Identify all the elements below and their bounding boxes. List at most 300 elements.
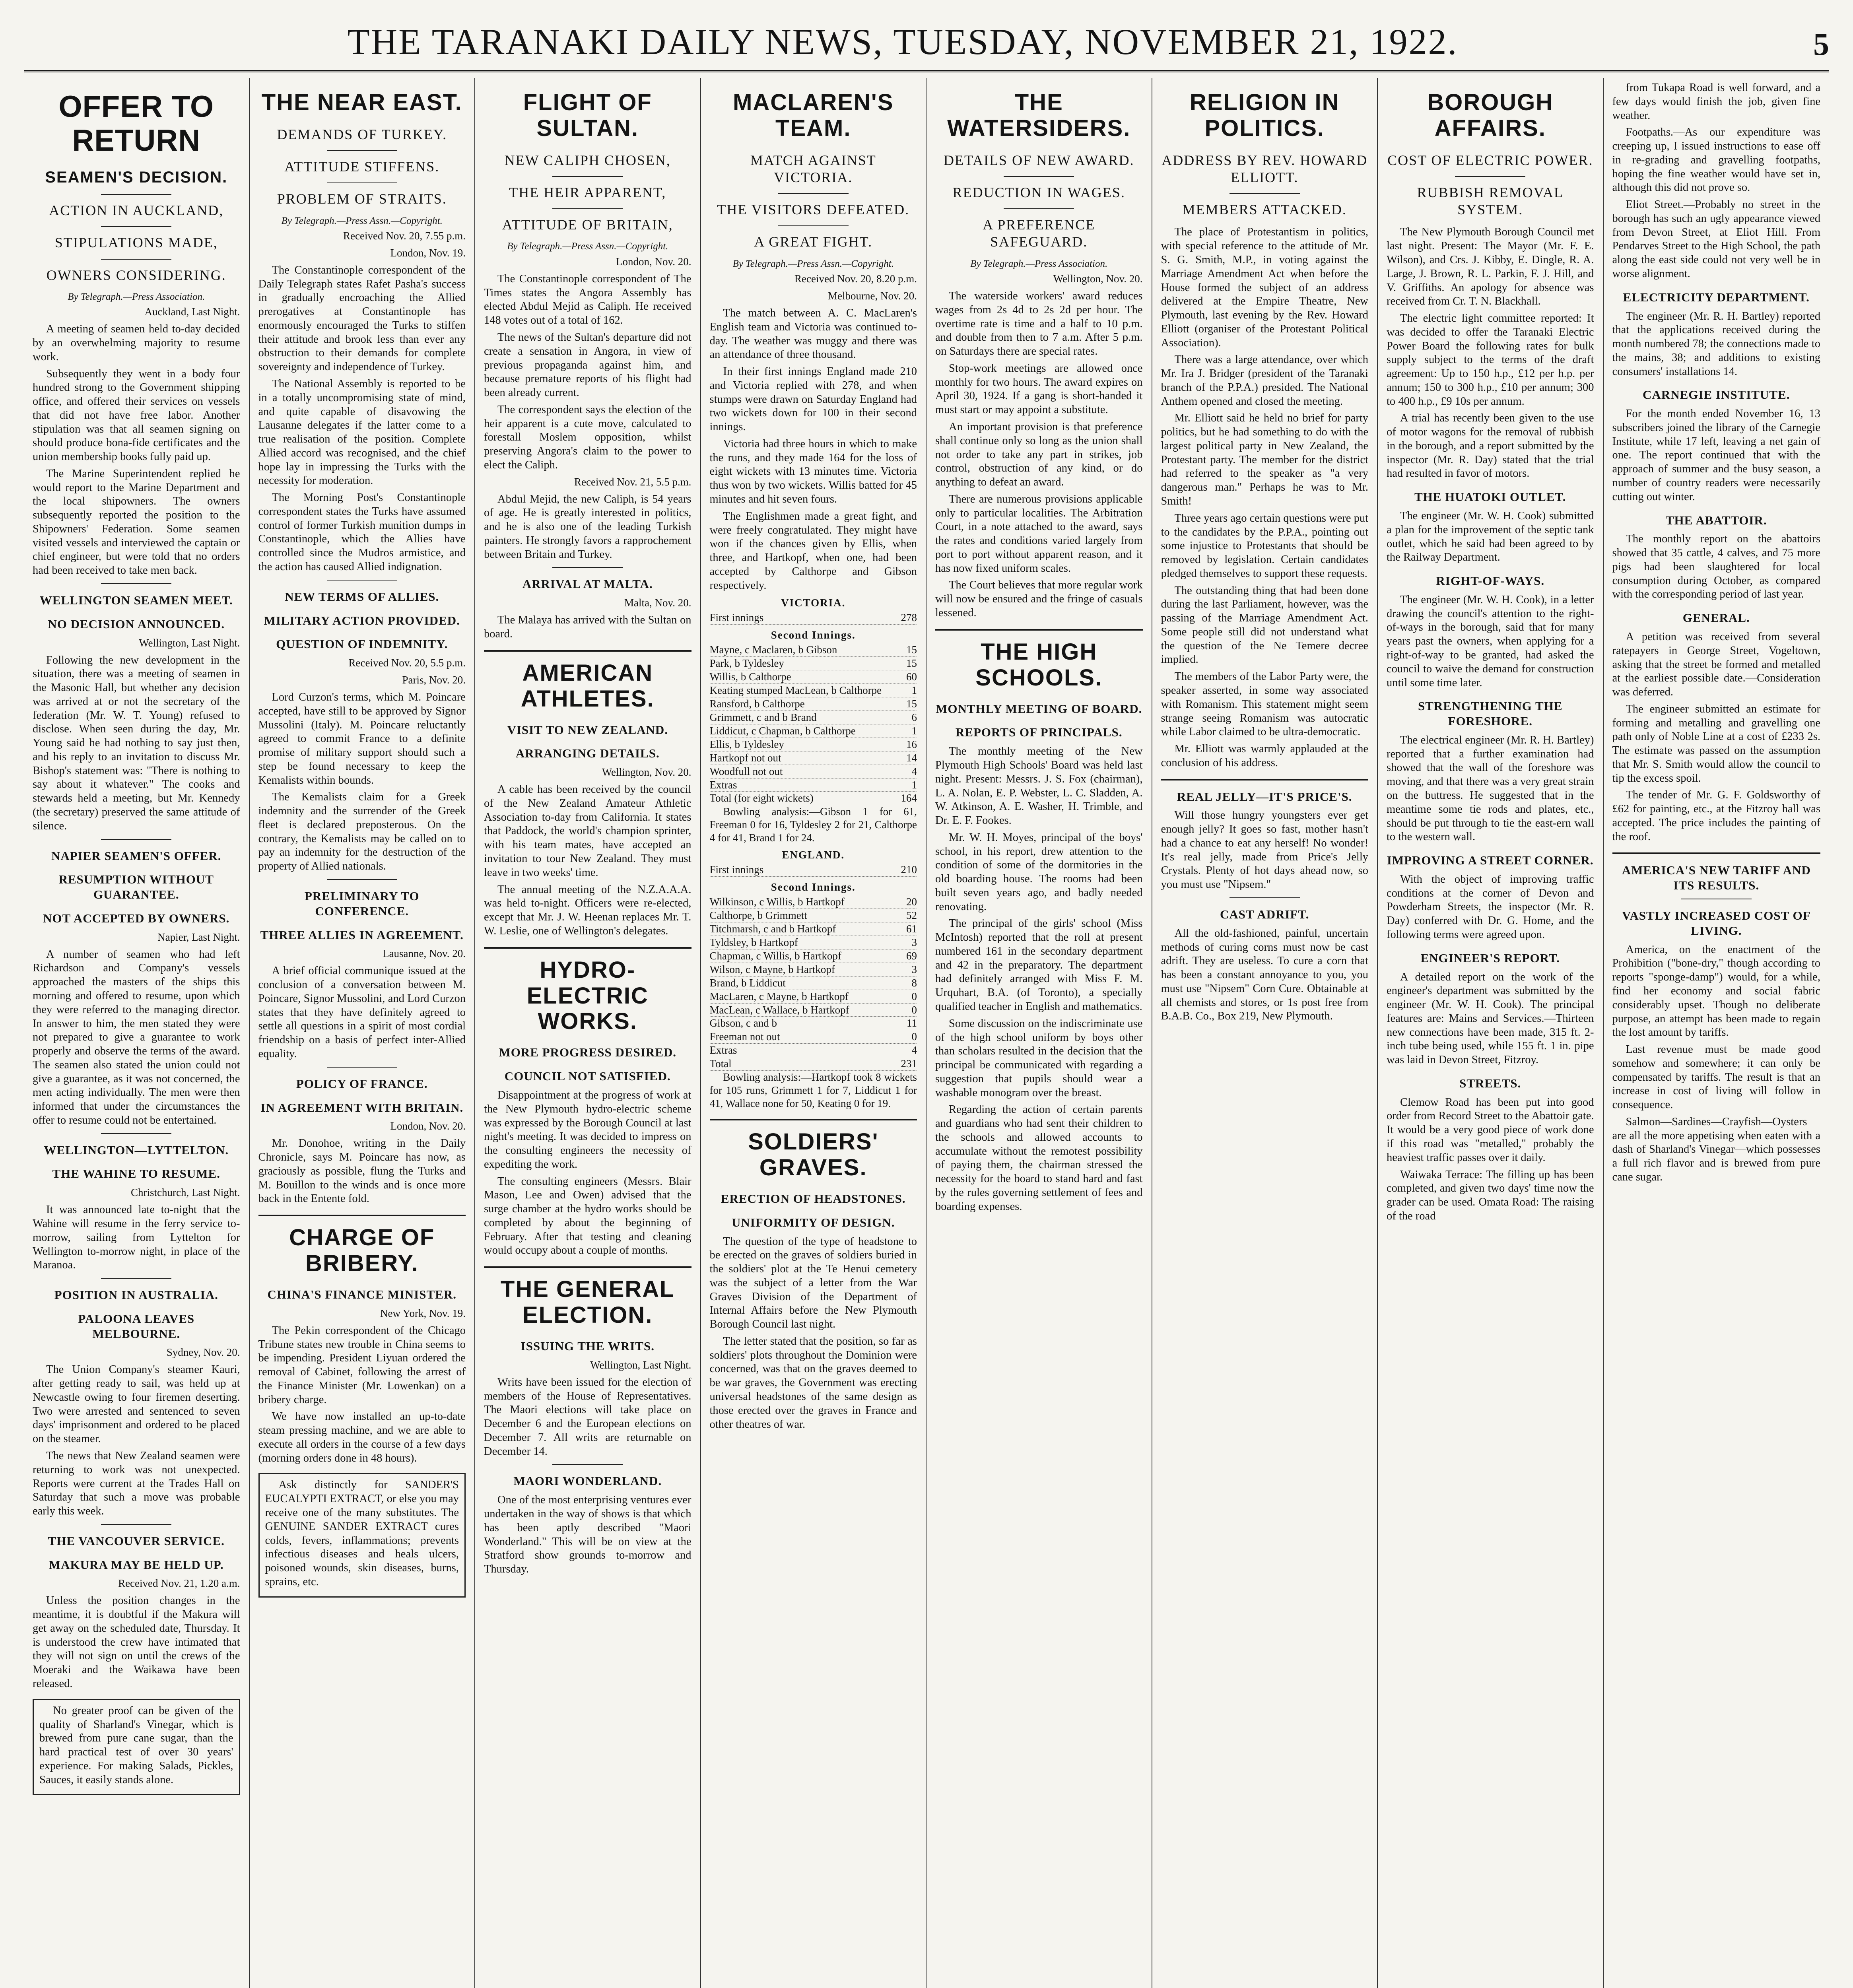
column-8 <box>1604 78 1830 1988</box>
paragraph: We have now installed an up-to-date steam pressing machine, and we are able to execute all orders in the course of a few days (morning orders done in 48 hours). <box>258 1410 466 1464</box>
divider <box>484 650 691 652</box>
first-innings-row: First innings 210 <box>710 863 917 877</box>
headline: AMERICA'S NEW TARIFF AND ITS RESULTS. <box>1622 863 1811 893</box>
paragraph: Victoria had three hours in which to make the runs, and they made 164 for the loss of eight wickets with 13 minutes time. Victoria thus won by two wickets. Willis batted for 45 minutes and hit seven fours. <box>709 437 917 505</box>
subhead: IMPROVING A STREET CORNER. <box>1387 853 1594 868</box>
subhead: NEW TERMS OF ALLIES. <box>285 589 439 604</box>
score-row <box>710 711 917 724</box>
paragraph: A cable has been received by the council of the New Zealand Amateur Athletic Association to-day from California. It states that Paddock, the world's champion sprinter, with his team mates, have accepted an invitation to tour New Zealand. They must leave in two weeks' time. <box>484 783 691 879</box>
subhead: THE WAHINE TO RESUME. <box>52 1167 220 1181</box>
runs: 60 <box>906 671 917 683</box>
paragraph: Waiwaka Terrace: The filling up has been completed, and given two days' time now the grader can be used. Omata Road: The raising of the road <box>1387 1168 1594 1222</box>
score-row <box>710 684 917 697</box>
paragraph: There are numerous provisions applicable only to particular localities. The Arbitration Court, in a note attached to the award, says the rates and conditions varied largely from port to port without apparent reason, and it has now fixed uniform scales. <box>935 493 1143 575</box>
subhead: QUESTION OF INDEMNITY. <box>276 637 448 651</box>
paragraph: The question of the type of headstone to be erected on the graves of soldiers buried in the soldiers' plot at the Te Henui cemetery was the subject of a letter from the War Graves Division of the Department of Internal Affairs before the New Plymouth Borough Council last night. <box>709 1235 917 1331</box>
subhead: GENERAL. <box>1682 611 1750 625</box>
headline: AMERICAN ATHLETES. <box>521 660 655 712</box>
subhead: MILITARY ACTION PROVIDED. <box>264 613 460 627</box>
headline: OFFER TO RETURN <box>58 90 214 158</box>
batsman: Willis, b Calthorpe <box>709 671 791 683</box>
paragraph: Writs have been issued for the election of members of the House of Representatives. The Maori elections will take place on December 6 and the European elections on December 7. All writs are returnable on December 14. <box>484 1376 691 1458</box>
byline: By Telegraph.—Press Association. <box>68 291 205 302</box>
paragraph: The waterside workers' award reduces wages from 2s 4d to 2s 2d per hour. The overtime rate is time and a half to 10 p.m. and double from then to 7 a.m. After 5 p.m. on Saturdays there are special rates. <box>935 290 1143 358</box>
score-row <box>710 1017 917 1030</box>
paragraph: Disappointment at the progress of work at the New Plymouth hydro-electric scheme was expressed by the Borough Council at last night's meeting. It was decided to impress on the consulting engineers the necessity of expediting the work. <box>484 1089 691 1171</box>
paragraph: from Tukapa Road is well forward, and a few days would finish the job, given fine weather. <box>1612 82 1820 122</box>
runs: 1 <box>911 684 917 696</box>
deck: ATTITUDE STIFFENS. <box>284 159 440 175</box>
subhead: PALOONA LEAVES MELBOURNE. <box>78 1311 195 1341</box>
subhead: ERECTION OF HEADSTONES. <box>721 1191 906 1206</box>
paragraph: Last revenue must be made good somehow and somewhere; it can only be compensated by tariffs. The result is that an increase in cost of living will follow in consequence. <box>1612 1043 1820 1111</box>
score-row <box>710 922 917 936</box>
paragraph: Regarding the action of certain parents and guardians who had sent their children to the schools and allowed accounts to accumulate without the remotest possibility of paying them, the chairman stressed the necessity for the board to stand hard and fast by the rules governing settlement of fees and boarding expenses. <box>935 1103 1143 1213</box>
paragraph: The New Plymouth Borough Council met last night. Present: The Mayor (Mr. F. E. Wilson), and Crs. J. Kibby, E. Dingle, R. A. Large, J. Brown, R. L. Parkin, F. J. Hill, and V. Griffiths. An apology for absence was received from Cr. T. N. Blackhall. <box>1387 226 1594 308</box>
runs: 14 <box>906 751 917 764</box>
deck: STIPULATIONS MADE, <box>54 235 218 251</box>
subhead: POLICY OF FRANCE. <box>296 1076 428 1091</box>
runs: 0 <box>911 1031 917 1043</box>
subhead: CAST ADRIFT. <box>1220 907 1309 921</box>
score-row <box>710 751 917 765</box>
paragraph: The match between A. C. MacLaren's English team and Victoria was continued to-day. The weather was muggy and there was an attendance of three thousand. <box>709 307 917 361</box>
paragraph: Eliot Street.—Probably no street in the borough has such an ugly appearance viewed from Devon Street, at Eliot Hill. From Pendarves Street to the High School, the path along the east side could not very well be in worse alignment. <box>1612 198 1820 280</box>
score-row <box>710 765 917 779</box>
score-row <box>710 779 917 792</box>
divider <box>484 1266 691 1268</box>
subhead: RESUMPTION WITHOUT GUARANTEE. <box>58 872 214 902</box>
dateline: Napier, Last Night. <box>157 931 240 943</box>
score-row <box>710 1044 917 1057</box>
subhead: ARRANGING DETAILS. <box>515 746 660 761</box>
batsman: Woodfull not out <box>709 765 783 777</box>
batsman: Ellis, b Tyldesley <box>709 738 784 750</box>
score-row <box>710 724 917 738</box>
dateline: Christchurch, Last Night. <box>131 1186 240 1199</box>
deck: A GREAT FIGHT. <box>754 234 873 250</box>
divider <box>1455 176 1525 177</box>
subhead: MAKURA MAY BE HELD UP. <box>49 1557 224 1572</box>
subhead: POSITION IN AUSTRALIA. <box>54 1288 218 1302</box>
paragraph: The electrical engineer (Mr. R. H. Bartley) reported that a further examination had showed that the wall of the foreshore was moving, and that there was a very great strain on the buttress. He suggested that in the meantime some tie rods and plates, etc., should be put through to tie the east-ern wall to the western wall. <box>1387 734 1594 843</box>
subhead: COUNCIL NOT SATISFIED. <box>504 1069 671 1083</box>
headline: THE NEAR EAST. <box>261 89 462 115</box>
dateline: Wellington, Nov. 20. <box>602 766 691 779</box>
headline: FLIGHT OF SULTAN. <box>523 89 652 141</box>
subhead: THE ABATTOIR. <box>1665 513 1767 527</box>
runs: 11 <box>907 1017 917 1029</box>
paragraph: A trial has recently been given to the use of motor wagons for the removal of rubbish in the borough, and a report submitted by the inspector (Mr. R. Day) stated that the trial had resulted in favor of motors. <box>1387 412 1594 480</box>
page-number: 5 <box>1813 27 1829 62</box>
deck: MATCH AGAINST VICTORIA. <box>750 152 876 186</box>
score-row <box>710 657 917 670</box>
score-row <box>710 1004 917 1017</box>
dateline: Received Nov. 21, 5.5 p.m. <box>574 476 691 488</box>
dateline: New York, Nov. 19. <box>380 1307 466 1319</box>
dateline: Sydney, Nov. 20. <box>166 1346 240 1359</box>
paragraph: The news of the Sultan's departure did not create a sensation in Angora, in view of previous propaganda against him, and because premature reports of his flight had been already current. <box>484 331 691 399</box>
byline: By Telegraph.—Press Assn.—Copyright. <box>507 241 668 252</box>
subhead: REPORTS OF PRINCIPALS. <box>955 725 1123 740</box>
paragraph: One of the most enterprising ventures ever undertaken in the way of shows is that which has been aptly described "Maori Wonderland." This will be on view at the Stratford show grounds to-morrow and Thursday. <box>484 1494 691 1576</box>
divider <box>327 879 397 880</box>
paragraph: Salmon—Sardines—Crayfish—Oysters are all the more appetising when eaten with a dash of Sharland's Vinegar—which possesses a full rich flavor and is brewed from pure cane sugar. <box>1612 1115 1820 1183</box>
batsman: Titchmarsh, c and b Hartkopf <box>709 922 836 935</box>
paragraph: The letter stated that the position, so far as soldiers' plots throughout the Dominion were concerned, was that on the graves deemed to be war graves, the Government was erecting universal headstones of the same design as those erected over the graves in France and other theatres of war. <box>709 1335 917 1431</box>
paragraph: Clemow Road has been put into good order from Record Street to the Abattoir gate. It would be a very good piece of work done if this road was "metalled," probably the heaviest traffic passes over it daily. <box>1387 1096 1594 1164</box>
divider <box>710 1119 917 1120</box>
subhead: STRENGTHENING THE FORESHORE. <box>1418 699 1563 728</box>
score-row <box>710 1030 917 1044</box>
paragraph: Some discussion on the indiscriminate use of the high school uniform by boys other than scholars resulted in the decision that the principal be communicated with regarding a suggestion that pupils should wear a washable monogram over the breast. <box>935 1017 1143 1099</box>
paragraph: Mr. W. H. Moyes, principal of the boys' school, in his report, drew attention to the condition of some of the dormitories in the old boarding house. The rooms had been built seven years ago, and badly needed renovating. <box>935 831 1143 913</box>
ad-text: No greater proof can be given of the quality of Sharland's Vinegar, which is brewed from pure cane sugar, than the hard practical test of over 30 years' experience. For making Salads, Pickles, Sauces, it easily stands alone. <box>39 1704 233 1786</box>
subhead: REAL JELLY—IT'S PRICE'S. <box>1177 789 1352 804</box>
divider <box>552 176 623 177</box>
runs: 0 <box>911 990 917 1002</box>
column-5 <box>926 78 1152 1988</box>
divider <box>1004 176 1074 177</box>
score-row <box>710 949 917 963</box>
divider <box>101 226 171 227</box>
subhead: IN AGREEMENT WITH BRITAIN. <box>260 1100 464 1114</box>
batsman: Wilson, c Mayne, b Hartkopf <box>709 963 835 975</box>
paragraph: A petition was received from several ratepayers in George Street, Vogeltown, asking that the street be formed and metalled at the earliest possible date.—Consideration was deferred. <box>1612 630 1820 699</box>
paragraph: The news that New Zealand seamen were returning to work was not unexpected. Reports were current at the Trades Hall on Saturday that such a move was probable early this week. <box>33 1450 240 1518</box>
batsman: Wilkinson, c Willis, b Hartkopf <box>709 896 845 908</box>
paragraph: The Constantinople correspondent of the Daily Telegraph states Rafet Pasha's success in gradually encroaching the Allied prerogatives at Constantinople has enormously encouraged the Turks to stiffen their attitude and brook less than ever any obstruction to their demands for complete sovereignty and independence of Turkey. <box>258 264 466 373</box>
paragraph: The engineer submitted an estimate for forming and metalling and gravelling one path only of Noble Line at a cost of £233 2s. The estimate was passed on the assumption that Mr. S. Smith would allow the council to tip the excess spoil. <box>1612 703 1820 784</box>
divider <box>101 583 171 584</box>
paragraph: The monthly report on the abattoirs showed that 35 cattle, 4 calves, and 75 more pigs had been slaughtered for local consumption during October, as compared with the corresponding period of last year. <box>1612 533 1820 601</box>
paragraph: The Englishmen made a great fight, and were freely congratulated. They might have won if the chances given by Ellis, when three, and Hartkopf, when one, had been accepted by Calthorpe and Gibson respectively. <box>709 510 917 592</box>
paragraph: The engineer (Mr. W. H. Cook), in a letter drawing the council's attention to the right-of-ways in the borough, said that for many years past the owners, when applying for a right-of-way to be granted, had asked the council to waive the demand for construction until some time later. <box>1387 593 1594 689</box>
headline: MACLAREN'S TEAM. <box>733 89 894 141</box>
dateline: Received Nov. 20, 7.55 p.m. <box>343 230 466 242</box>
subhead: VASTLY INCREASED COST OF LIVING. <box>1622 909 1811 938</box>
paragraph: It was announced late to-night that the Wahine will resume in the ferry service to-morrow, sailing from Lyttelton for Wellington to-morrow night, in place of the Maranoa. <box>33 1204 240 1272</box>
column-1 <box>24 78 250 1988</box>
batting-rows <box>710 643 917 792</box>
score-row <box>710 963 917 977</box>
subhead: ENGINEER'S REPORT. <box>1420 951 1560 965</box>
byline: By Telegraph.—Press Assn.—Copyright. <box>732 258 894 269</box>
batsman: MacLaren, c Mayne, b Hartkopf <box>709 990 849 1002</box>
paragraph: The tender of Mr. G. F. Goldsworthy of £62 for painting, etc., at the Fitzroy hall was accepted. The price includes the painting of the roof. <box>1612 789 1820 843</box>
column-7 <box>1378 78 1604 1988</box>
subhead: ISSUING THE WRITS. <box>521 1339 655 1353</box>
paragraph: The place of Protestantism in politics, with special reference to the attitude of Mr. S. G. Smith, M.P., in voting against the Marriage Amendment Act when before the House formed the subject of an address delivered at the Empire Theatre, New Plymouth, last evening by the Rev. Howard Elliott (organiser of the Protestant Political Association). <box>1161 226 1368 349</box>
paragraph: The Morning Post's Constantinople correspondent states the Turks have assumed control of former Turkish munition dumps in Constantinople, which the Allies have controlled since the Mudros armistice, and the action has caused Allied indignation. <box>258 491 466 573</box>
runs: 4 <box>911 765 917 777</box>
divider <box>778 225 849 226</box>
paragraph: Subsequently they went in a body four hundred strong to the Government shipping office, and offered their services on vessels that did not have free labor. Another stipulation was that all seamen signing on should produce bona-fide certificates and the union membership books fully paid up. <box>33 367 240 463</box>
paragraph: The members of the Labor Party were, the speaker asserted, in some way associated with Romanism. This statement might seem strange seeing Romanism was autocratic while Labor claimed to be ultra-democratic. <box>1161 670 1368 738</box>
deck: DEMANDS OF TURKEY. <box>277 126 447 142</box>
dateline: Received Nov. 20, 8.20 p.m. <box>794 273 917 285</box>
subhead: UNIFORMITY OF DESIGN. <box>731 1215 895 1229</box>
score-row <box>710 697 917 711</box>
batsman: Extras <box>709 1044 737 1056</box>
dateline: Wellington, Nov. 20. <box>1053 273 1143 285</box>
subhead: PRELIMINARY TO CONFERENCE. <box>304 889 420 918</box>
paragraph: Lord Curzon's terms, which M. Poincare accepted, have still to be approved by Signor Mussolini (Italy). M. Poincare reluctantly agreed to commit France to a definite promise of military support should such a step be found necessary to keep the Kemalists within bounds. <box>258 691 466 786</box>
runs: 52 <box>906 909 917 921</box>
score-row <box>710 977 917 990</box>
column-6 <box>1152 78 1378 1988</box>
column-4 <box>701 78 927 1988</box>
divider <box>101 1524 171 1525</box>
subhead: CHINA'S FINANCE MINISTER. <box>267 1287 456 1302</box>
score-row <box>710 895 917 909</box>
dateline: Malta, Nov. 20. <box>624 597 691 609</box>
deck: THE VISITORS DEFEATED. <box>717 202 910 218</box>
headline: BOROUGH AFFAIRS. <box>1427 89 1554 141</box>
paragraph: With the object of improving traffic conditions at the corner of Devon and Powderham Streets, the inspector (Mr. R. Day) conferred with Dr. G. Home, and the following terms were agreed upon. <box>1387 873 1594 941</box>
deck: THE HEIR APPARENT, <box>509 184 666 201</box>
paragraph: In their first innings England made 210 and Victoria replied with 278, and when stumps were drawn on Saturday England had two wickets down for 100 in their second innings. <box>709 365 917 433</box>
divider <box>101 839 171 840</box>
batsman: Extras <box>709 779 737 791</box>
batsman: Brand, b Liddicut <box>709 977 786 989</box>
divider <box>935 629 1143 631</box>
paragraph: Following the new development in the situation, there was a meeting of seamen in the Masonic Hall, but whether any decision was arrived at or not the secretary of the federation (Mr. W. T. Young) refused to disclose. When seen during the day, Mr. Young said he had nothing to say just then, and his reply to an invitation to discuss Mr. Bishop's statement was: "There is nothing to say about it whatever." The cooks and stewards held a meeting, but Mr. Kennedy (the secretary) preserved the same attitude of silence. <box>33 654 240 832</box>
runs: 3 <box>911 936 917 948</box>
score-row <box>710 643 917 657</box>
batsman: Grimmett, c and b Brand <box>709 711 817 723</box>
deck: REDUCTION IN WAGES. <box>952 184 1125 201</box>
divider <box>101 259 171 260</box>
paragraph: The Kemalists claim for a Greek indemnity and the surrender of the Greek fleet is declared preposterous. On the contrary, the Kemalists may be called on to pay an indemnity for the destruction of the property of Allied nationals. <box>258 791 466 873</box>
paragraph: Stop-work meetings are allowed once monthly for two hours. The award expires on April 30, 1924. If a gang is short-handed it must start or may appoint a substitute. <box>935 362 1143 416</box>
divider <box>552 1464 623 1465</box>
divider <box>1004 208 1074 209</box>
runs: 1 <box>911 779 917 791</box>
dateline: Lausanne, Nov. 20. <box>383 947 466 960</box>
batsman: Keating stumped MacLean, b Calthorpe <box>709 684 882 696</box>
paragraph: America, on the enactment of the Prohibition ("bone-dry," though according to reports "sponge-damp") would, for a while, find her economy and social fabric considerably upset. Though no deliberate purpose, an attempt has been made to regain the lost amount by tariffs. <box>1612 943 1820 1039</box>
subhead: WELLINGTON SEAMEN MEET. <box>39 593 233 607</box>
paragraph: The electric light committee reported: It was decided to offer the Taranaki Electric Power Board the following rates for bulk supply subject to the terms of the draft agreement: Up to 150 h.p., £12 per h.p. per annum; 150 to 300 h.p., £10 per annum; 300 to 400 h.p., £9 10s per annum. <box>1387 312 1594 408</box>
paragraph: Mr. Elliott said he held no brief for party politics, but he had something to do with the largest political party in New Zealand, the Protestant party. The member for the district had referred to the speaker as "a very dangerous man." Perhaps he was to Mr. Smith! <box>1161 412 1368 508</box>
paragraph: The National Assembly is reported to be in a totally uncompromising state of mind, and quite capable of disavowing the Lausanne delegates if the latter come to a true realisation of the position. Complete Allied accord was recognised, and the chief hope lay in impressing the Turks with the necessity for moderation. <box>258 378 466 487</box>
paragraph: Mr. Elliott was warmly applauded at the conclusion of his address. <box>1161 743 1368 769</box>
masthead-title: THE TARANAKI DAILY NEWS, TUESDAY, NOVEMBER 21, 1922. <box>347 21 1458 62</box>
runs: 15 <box>906 697 917 710</box>
deck: ADDRESS BY REV. HOWARD ELLIOTT. <box>1162 152 1368 186</box>
runs: 3 <box>911 963 917 975</box>
headline: SOLDIERS' GRAVES. <box>748 1129 879 1180</box>
divider <box>552 208 623 209</box>
divider <box>327 150 397 151</box>
paragraph: The correspondent says the election of the heir apparent is a cute move, calculated to forestall Moslem opposition, whilst preserving Angora's claim to the power to elect the Caliph. <box>484 403 691 471</box>
dateline: Melbourne, Nov. 20. <box>828 290 917 302</box>
paragraph: A detailed report on the work of the engineer's department was submitted by the engineer (Mr. W. H. Cook). The principal features are: Mains and Services.—Thirteen new connections have been made, 315 ft. 2-inch tube being used, while 155 ft. 1 in. pipe was laid in Devon Street, Fitzroy. <box>1387 971 1594 1066</box>
runs: 16 <box>906 738 917 750</box>
subhead: NAPIER SEAMEN'S OFFER. <box>51 848 221 863</box>
runs: 61 <box>906 922 917 935</box>
paragraph: For the month ended November 16, 13 subscribers joined the library of the Carnegie Institute, while 17 left, leaving a net gain of one. The report continued that with the approach of summer and the busy season, a number of country readers were necessarily cutting out winter. <box>1612 408 1820 503</box>
divider <box>1230 897 1300 898</box>
deck: PROBLEM OF STRAITS. <box>277 191 447 207</box>
paragraph: The annual meeting of the N.Z.A.A.A. was held to-night. Officers were re-elected, except that Mr. J. W. Heenan replaces Mr. T. W. Leslie, one of Wellington's delegates. <box>484 883 691 937</box>
paragraph: Will those hungry youngsters ever get enough jelly? It goes so fast, mother hasn't had a chance to eat any herself! No wonder! It's real jelly, made from Price's Jelly Crystals. Plenty of hot days ahead now, so you must use "Nipsem." <box>1161 809 1368 891</box>
paragraph: A meeting of seamen held to-day decided by an overwhelming majority to resume work. <box>33 323 240 363</box>
divider <box>1161 779 1369 780</box>
divider <box>327 182 397 183</box>
paragraph: The Pekin correspondent of the Chicago Tribune states new trouble in China seems to be impending. President Liyuan ordered the removal of Cabinet, following the arrest of the Finance Minister (Mr. Lowenkan) on a bribery charge. <box>258 1324 466 1406</box>
paragraph: The Constantinople correspondent of The Times states the Angora Assembly has elected Abdul Mejid as Caliph. He received 148 votes out of a total of 162. <box>484 272 691 327</box>
team-name: VICTORIA. <box>781 597 846 609</box>
subhead: THREE ALLIES IN AGREEMENT. <box>260 928 464 942</box>
batsman: Mayne, c Maclaren, b Gibson <box>709 644 837 656</box>
byline: By Telegraph.—Press Association. <box>970 258 1108 269</box>
paragraph: The principal of the girls' school (Miss McIntosh) reported that the roll at present numbered 161 in the secondary department and 42 in the preparatory. The department had definitely arranged with Miss F. M. Urquhart, B.A. (of Toronto), a specially qualified teacher in English and mathematics. <box>935 917 1143 1013</box>
divider <box>778 193 849 194</box>
batsman: Calthorpe, b Grimmett <box>709 909 807 921</box>
bowling-analysis: Bowling analysis:—Gibson 1 for 61, Freeman 0 for 16, Tyldesley 2 for 21, Calthorpe 4 for 41, Brand 1 for 24. <box>709 806 917 844</box>
masthead <box>24 10 1829 72</box>
dateline: London, Nov. 20. <box>390 1120 466 1132</box>
subhead: WELLINGTON—LYTTELTON. <box>44 1143 229 1157</box>
subhead: STREETS. <box>1459 1076 1521 1090</box>
batsman: Hartkopf not out <box>709 751 781 764</box>
paragraph: The engineer (Mr. R. H. Bartley) reported that the applications received during the month numbered 78; the connections made to the mains, 38; and additions to existing consumers' installations 14. <box>1612 310 1820 378</box>
headline: CHARGE OF BRIBERY. <box>289 1225 435 1277</box>
paragraph: The Marine Superintendent replied he would report to the Marine Department and the local shipowners. The owners subsequently reported the position to the Shipowners' Federation. Some seamen visited vessels and interviewed the captain or chief engineer, but were told that no orders had been received to take men back. <box>33 467 240 577</box>
score-row <box>710 738 917 751</box>
headline: THE HIGH SCHOOLS. <box>975 639 1103 691</box>
subhead: NOT ACCEPTED BY OWNERS. <box>43 911 230 925</box>
paragraph: A number of seamen who had left Richardson and Company's vessels approached the masters of the ships this morning and offered to resume, upon which they were referred to the managing director. In answer to him, the men stated they were not prepared to give a guarantee to work properly and observe the terms of the award. The seamen also stated the union could not give a guarantee, as it was not concerned, the men acting individually. The men were then informed that under the circumstances the offer to resume could not be entertained. <box>33 948 240 1126</box>
score-row <box>710 909 917 922</box>
batsman: Tyldsley, b Hartkopf <box>709 936 798 948</box>
runs: 15 <box>906 657 917 670</box>
innings-label: Second Innings. <box>771 629 856 641</box>
deck: RUBBISH REMOVAL SYSTEM. <box>1417 184 1564 218</box>
deck: NEW CALIPH CHOSEN, <box>504 152 671 168</box>
deck: MEMBERS ATTACKED. <box>1182 202 1347 218</box>
total-row: Total 231 <box>710 1057 917 1071</box>
deck: A PREFERENCE SAFEGUARD. <box>983 217 1095 250</box>
team-name: ENGLAND. <box>782 849 845 861</box>
scorecard-england <box>710 848 917 1110</box>
bowling-analysis: Bowling analysis:—Hartkopf took 8 wickets for 105 runs, Grimmett 1 for 7, Liddicut 1 for 41, Wallace none for 50, Keating 0 for 19. <box>709 1071 917 1110</box>
dateline: Auckland, Last Night. <box>144 306 240 318</box>
dateline: London, Nov. 20. <box>616 255 691 268</box>
headline: THE WATERSIDERS. <box>947 89 1131 141</box>
deck: ATTITUDE OF BRITAIN, <box>502 217 673 233</box>
divider <box>1230 193 1300 194</box>
divider <box>484 947 691 949</box>
paragraph: A brief official communique issued at the conclusion of a conversation between M. Poincare, Signor Mussolini, and Lord Curzon states that they have definitely agreed to settle all questions in a spirit of most cordial friendship on a basis of perfect inter-Allied equality. <box>258 965 466 1060</box>
paragraph: The Union Company's steamer Kauri, after getting ready to sail, was held up at Newcastle owing to four firemen deserting. Two were arrested and sentenced to seven days' imprisonment and ordered to be placed on the steamer. <box>33 1363 240 1445</box>
score-row <box>710 936 917 949</box>
batsman: Gibson, c and b <box>709 1017 777 1029</box>
innings-label: Second Innings. <box>771 881 856 893</box>
divider <box>327 1067 397 1068</box>
advertisement <box>33 1699 240 1796</box>
subhead: ELECTRICITY DEPARTMENT. <box>1623 290 1810 304</box>
column-2 <box>250 78 476 1988</box>
paragraph: The outstanding thing that had been done during the last Parliament, however, was the passing of the Marriage Amendment Act. Some people still did not understand what the question of the Ne Temere decree implied. <box>1161 584 1368 666</box>
dateline: London, Nov. 19. <box>390 247 466 259</box>
divider <box>101 1133 171 1134</box>
runs: 69 <box>906 949 917 962</box>
paragraph: All the old-fashioned, painful, uncertain methods of curing corns must now be cast adrift. They are useless. To cure a corn that has been a constant annoyance to you, you must use "Nipsem" Corn Cure. Obtainable at all chemists and stores, or 1s post free from B.A.B. Co., Box 219, New Plymouth. <box>1161 927 1368 1023</box>
runs: 6 <box>911 711 917 723</box>
batsman: Chapman, c Willis, b Hartkopf <box>709 949 841 962</box>
subhead: VISIT TO NEW ZEALAND. <box>507 722 668 737</box>
batsman: Freeman not out <box>709 1031 780 1043</box>
scorecard-victoria <box>710 596 917 845</box>
batsman: MacLean, c Wallace, b Hartkopf <box>709 1004 849 1016</box>
divider <box>101 1278 171 1279</box>
subhead: MAORI WONDERLAND. <box>513 1474 662 1488</box>
subhead: CARNEGIE INSTITUTE. <box>1643 388 1790 402</box>
runs: 4 <box>911 1044 917 1056</box>
subhead: MONTHLY MEETING OF BOARD. <box>936 701 1142 716</box>
paragraph: The consulting engineers (Messrs. Blair Mason, Lee and Owen) advised that the surge chamber at the hydro works should be completed by about the beginning of February. After that testing and cleaning would occupy about a couple of months. <box>484 1175 691 1257</box>
runs: 8 <box>911 977 917 989</box>
paragraph: Footpaths.—As our expenditure was creeping up, I issued instructions to ease off in re-grading and gravelling footpaths, hoping the fine weather would have set in, although this did not prove so. <box>1612 126 1820 194</box>
runs: 0 <box>911 1004 917 1016</box>
total-row: Total (for eight wickets) 164 <box>710 792 917 805</box>
paragraph: Abdul Mejid, the new Caliph, is 54 years of age. He is greatly interested in politics, and he is also one of the leading Turkish painters. He strongly favors a rapprochement between Britain and Turkey. <box>484 493 691 561</box>
deck: ACTION IN AUCKLAND, <box>49 202 224 219</box>
paragraph: The Malaya has arrived with the Sultan on board. <box>484 614 691 640</box>
subhead: NO DECISION ANNOUNCED. <box>48 617 225 631</box>
batting-rows <box>710 895 917 1057</box>
subhead: THE HUATOKI OUTLET. <box>1414 490 1566 504</box>
deck: SEAMEN'S DECISION. <box>45 169 228 186</box>
advertisement <box>258 1473 466 1597</box>
subhead: THE VANCOUVER SERVICE. <box>48 1534 225 1548</box>
headline: RELIGION IN POLITICS. <box>1190 89 1340 141</box>
paragraph: Mr. Donohoe, writing in the Daily Chronicle, says M. Poincare has now, as graciously as possible, flung the Turks and M. Bouillon to the winds and is once more back in the Entente fold. <box>258 1137 466 1205</box>
runs: 20 <box>906 896 917 908</box>
batsman: Park, b Tyldesley <box>709 657 784 670</box>
dateline: Wellington, Last Night. <box>590 1359 691 1371</box>
paragraph: The engineer (Mr. W. H. Cook) submitted a plan for the improvement of the septic tank outlet, which he said had been agreed to by the Railway Department. <box>1387 510 1594 564</box>
dateline: Paris, Nov. 20. <box>402 674 466 686</box>
columns <box>24 78 1829 1988</box>
runs: 1 <box>911 724 917 737</box>
paragraph: The monthly meeting of the New Plymouth High Schools' Board was held last night. Present: Messrs. J. S. Fox (chairman), L. A. Nolan, E. P. Webster, L. C. Sladden, A. W. Atkinson, A. E. Washer, H. Trimble, and Dr. E. F. Fookes. <box>935 745 1143 827</box>
paragraph: An important provision is that preference shall continue only so long as the union shall not order to take any part in strikes, job control, obstruction of any kind, or do anything to defeat an award. <box>935 420 1143 489</box>
deck: DETAILS OF NEW AWARD. <box>943 152 1134 168</box>
paragraph: There was a large attendance, over which Mr. Ira J. Bridger (president of the Taranaki branch of the P.P.A.) presided. The National Anthem opened and closed the meeting. <box>1161 353 1368 408</box>
batsman: Liddicut, c Chapman, b Calthorpe <box>709 724 856 737</box>
score-row <box>710 990 917 1004</box>
byline: By Telegraph.—Press Assn.—Copyright. <box>281 215 443 226</box>
paragraph: Three years ago certain questions were put to the candidates by the P.P.A., pointing out some injustice to Protestants that should be removed by legislation. Certain candidates pledged themselves to support these requests. <box>1161 512 1368 580</box>
score-row <box>710 670 917 684</box>
headline: HYDRO-ELECTRIC WORKS. <box>526 957 649 1035</box>
subhead: RIGHT-OF-WAYS. <box>1436 574 1545 588</box>
headline: THE GENERAL ELECTION. <box>500 1276 675 1328</box>
batsman: Ransford, b Calthorpe <box>709 697 805 710</box>
divider <box>101 194 171 195</box>
divider <box>1612 852 1821 854</box>
first-innings-row: First innings 278 <box>710 611 917 625</box>
ad-text: Ask distinctly for SANDER'S EUCALYPTI EXTRACT, or else you may receive one of the many substitutes. The GENUINE SANDER EXTRACT cures colds, fevers, inflammations; prevents infectious diseases and heals ulcers, poisoned wounds, skin diseases, burns, sprains, etc. <box>265 1479 459 1588</box>
subhead: ARRIVAL AT MALTA. <box>522 577 653 591</box>
paragraph: Unless the position changes in the meantime, it is doubtful if the Makura will get away on the scheduled date, Thursday. It is understood the crew have intimated that they will not sign on until the crews of the Moeraki and the Waikawa have been released. <box>33 1594 240 1690</box>
runs: 15 <box>906 644 917 656</box>
dateline: Received Nov. 20, 5.5 p.m. <box>348 657 466 669</box>
